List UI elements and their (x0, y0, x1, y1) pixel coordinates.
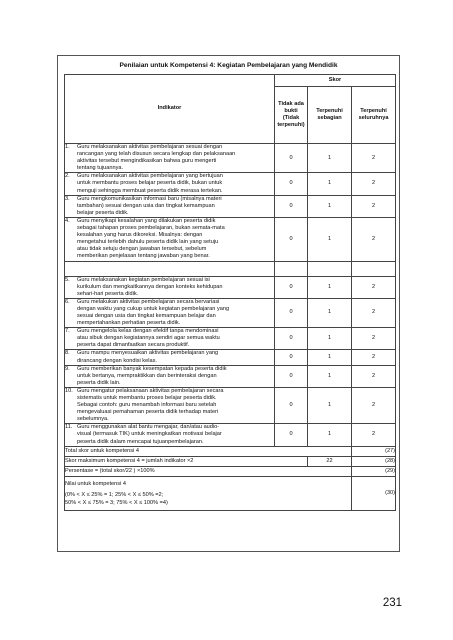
indicator-text-line: belajar peserta didik. (77, 209, 129, 216)
indicator-text-line: peserta didik lain. (77, 379, 121, 386)
score-1-cell: 1 (308, 217, 352, 261)
score-0-cell: 0 (275, 328, 308, 350)
total-score-row (65, 446, 396, 456)
score-2-cell: 2 (352, 173, 396, 195)
indicator-number: 3. (65, 195, 70, 202)
score-0-cell: 0 (275, 424, 308, 446)
max-score-label: Skor maksimum kompetensi 4 = jumlah indikator ×2 (65, 456, 308, 466)
score-option-2-header: Terpenuhi seluruhnya (352, 87, 396, 144)
percentage-ref: (29) (352, 466, 396, 476)
indicator-row (65, 217, 396, 261)
indicator-row (65, 424, 396, 446)
score-1-cell: 1 (308, 144, 352, 173)
indicator-row (65, 144, 396, 173)
indicator-text-line: Guru melaksanakan aktivitas pembelajaran yang bertujuan (77, 173, 223, 180)
indicator-text-line: dengan waktu yang cukup untuk kegiatan pembelajaran yang (77, 305, 230, 312)
indicator-text (77, 277, 274, 298)
indicator-text-line: menguji sehingga membuat peserta didik merasa tertekan. (77, 187, 223, 194)
score-0-cell: 0 (275, 144, 308, 173)
indicator-text-line: Guru menyikapi kesalahan yang dilakukan peserta didik (77, 217, 216, 224)
indicator-cell (65, 387, 275, 423)
indicator-cell (65, 298, 275, 327)
indicator-cell (65, 350, 275, 365)
indicator-rows-group-1 (65, 144, 396, 262)
score-2-cell: 2 (352, 144, 396, 173)
indicator-text (77, 388, 274, 423)
indicator-text (77, 350, 274, 364)
indicator-text-line: Guru melaksanakan kegiatan pembelajaran sesuai isi (77, 276, 210, 283)
score-0-cell: 0 (275, 173, 308, 195)
indicator-number: 1. (65, 144, 70, 150)
indicator-number: 8. (65, 350, 70, 357)
indicator-number: 4. (65, 217, 70, 224)
indicator-number: 2. (65, 173, 70, 180)
percentage-label: Persentase = (total skor/22 ) ×100% (65, 466, 352, 476)
indicator-row (65, 173, 396, 195)
percentage-row (65, 466, 396, 476)
indicator-text-line: rancangan yang telah disusun secara lengkap dan pelaksanaan (77, 151, 236, 158)
score-1-cell: 1 (308, 424, 352, 446)
score-2-cell: 2 (352, 276, 396, 298)
indicator-text-line: sistematis untuk membantu proses belajar peserta didik. (77, 395, 217, 401)
score-header: Skor (275, 75, 396, 87)
indicator-text-line: sehari-hari peserta didik. (77, 290, 139, 297)
indicator-row (65, 350, 396, 365)
indicator-rows-group-2 (65, 276, 396, 446)
score-1-cell: 1 (308, 387, 352, 423)
indicator-text-line: memberikan penjelasan tentang jawaban yang benar. (77, 253, 210, 260)
indicator-text-line: dirancang dengan kondisi kelas. (77, 357, 157, 364)
indicator-cell (65, 195, 275, 217)
indicator-text-line: sebelumnya. (77, 416, 109, 423)
score-1-cell: 1 (308, 350, 352, 365)
score-2-cell: 2 (352, 217, 396, 261)
score-2-cell: 2 (352, 298, 396, 327)
indicator-row (65, 387, 396, 423)
assessment-frame (57, 55, 400, 552)
indicator-text (77, 424, 274, 445)
indicator-cell (65, 424, 275, 446)
total-score-label: Total skor untuk kompetensi 4 (65, 446, 352, 456)
score-1-cell: 1 (308, 365, 352, 387)
indicator-text-line: Guru mampu menyesuaikan aktivitas pembelajaran yang (77, 350, 219, 357)
indicator-text (77, 173, 274, 194)
score-1-cell: 1 (308, 328, 352, 350)
indicator-row (65, 276, 396, 298)
indicator-row (65, 328, 396, 350)
score-0-cell: 0 (275, 365, 308, 387)
indicator-text-line: mengevaluasi pemahaman peserta didik terhadap materi (77, 409, 219, 416)
score-1-cell: 1 (308, 195, 352, 217)
indicator-number: 5. (65, 276, 70, 283)
competency-value-row (65, 476, 396, 510)
indicator-cell (65, 328, 275, 350)
indicator-text-line: Guru melakukan aktivitas pembelajaran secara bervariasi (77, 298, 220, 305)
indicator-cell (65, 144, 275, 173)
indicator-text-line: kesalahan yang harus dikoreksi. Misalnya: dengan (77, 232, 203, 239)
indicator-row (65, 195, 396, 217)
indicator-text (77, 299, 274, 327)
score-2-cell: 2 (352, 195, 396, 217)
score-0-cell: 0 (275, 276, 308, 298)
indicator-number: 11. (65, 424, 73, 431)
indicator-text-line: peserta didik dalam mencapai tujuanpembelajaran. (77, 438, 204, 445)
indicator-text-line: tentang tujuannya. (77, 165, 124, 172)
indicator-text-line: sebagai tahapan proses pembelajaran, bukan semata-mata (77, 225, 225, 232)
competency-value-rule-1: (0% < X ≤ 25% = 1; 25% < X ≤ 50% =2; (65, 491, 164, 498)
indicator-number: 10. (65, 387, 73, 394)
assessment-table (64, 74, 396, 511)
indicator-text (77, 144, 274, 172)
indicator-text-line: peserta dapat dimanfaatkan secara produktif. (77, 342, 190, 349)
indicator-text-line: Guru memberikan banyak kesempatan kepada peserta didik (77, 365, 227, 372)
competency-value-ref: (30) (352, 476, 396, 510)
indicator-text (77, 196, 274, 217)
score-0-cell: 0 (275, 350, 308, 365)
total-score-ref: (27) (352, 446, 396, 456)
indicator-text-line: untuk bertanya, mempraktikkan dan berinteraksi dengan (77, 372, 217, 379)
score-1-cell: 1 (308, 298, 352, 327)
score-2-cell: 2 (352, 387, 396, 423)
score-option-0-header: Tidak ada bukti (Tidak terpenuhi) (275, 87, 308, 144)
spacer-row (65, 261, 396, 276)
indicator-text-line: kurikulum dan mengkaitkannya dengan konteks kehidupan (77, 283, 223, 290)
max-score-ref: (28) (352, 456, 396, 466)
max-score-value: 22 (308, 456, 352, 466)
indicator-text-line: Guru mengelola kelas dengan efektif tanpa mendominasi (77, 328, 219, 335)
score-0-cell: 0 (275, 298, 308, 327)
indicator-text-line: untuk membantu proses belajar peserta didik, bukan untuk (77, 180, 223, 187)
score-2-cell: 2 (352, 424, 396, 446)
score-0-cell: 0 (275, 195, 308, 217)
indicator-text-line: atau sibuk dengan kegiatannya sendiri agar semua waktu (77, 335, 220, 342)
indicator-text-line: Sebagai contoh: guru menambah informasi baru setelah (77, 402, 217, 409)
indicator-number: 7. (65, 328, 70, 335)
score-1-cell: 1 (308, 173, 352, 195)
indicator-text (77, 366, 274, 387)
indicator-text-line: Guru mengatur pelaksanaan aktivitas pembelajaran secara (77, 387, 224, 394)
indicator-text-line: sesuai dengan usia dan tingkat kemampuan belajar dan (77, 312, 216, 319)
indicator-cell (65, 173, 275, 195)
indicator-cell (65, 276, 275, 298)
indicator-text (77, 218, 274, 261)
indicator-text-line: visual (termasuk TIK) untuk meningkatkan motivasi belajar (77, 431, 222, 438)
score-1-cell: 1 (308, 276, 352, 298)
indicator-number: 9. (65, 365, 70, 372)
indicator-text-line: mempertahankan perhatian peserta didik. (77, 320, 181, 327)
indicator-row (65, 298, 396, 327)
competency-value-label: Nilai untuk kompetensi 4 (65, 480, 126, 487)
score-2-cell: 2 (352, 328, 396, 350)
indicator-text-line: atau tidak setuju dengan jawaban tersebut, sebelum (77, 246, 207, 253)
table-title: Penilaian untuk Kompetensi 4: Kegiatan Pembelajaran yang Mendidik (119, 62, 338, 69)
indicator-cell (65, 365, 275, 387)
indicator-text-line: mengetahui terlebih dahulu peserta didik lain yang setuju (77, 239, 219, 246)
score-0-cell: 0 (275, 217, 308, 261)
score-option-1-header: Terpenuhi sebagian (308, 87, 352, 144)
indicator-cell (65, 217, 275, 261)
competency-value-rule-2: 50% < X ≤ 75% = 3; 75% < X ≤ 100% =4) (65, 499, 168, 506)
indicator-text (77, 328, 274, 349)
max-score-row (65, 456, 396, 466)
indicator-text-line: Guru menggunakan alat bantu mengajar, dan/atau audio- (77, 424, 220, 431)
score-2-cell: 2 (352, 365, 396, 387)
indicator-header: Indikator (65, 75, 275, 144)
indicator-text-line: Guru melaksanakan aktivitas pembelajaran sesuai dengan (77, 144, 223, 150)
indicator-row (65, 365, 396, 387)
indicator-number: 6. (65, 298, 70, 305)
score-2-cell: 2 (352, 350, 396, 365)
score-0-cell: 0 (275, 387, 308, 423)
indicator-text-line: aktivitas tersebut mengindikasikan bahwa guru mengerti (77, 158, 217, 165)
indicator-text-line: Guru mengkomunikasikan informasi baru (misalnya materi (77, 195, 222, 202)
competency-value-cell (65, 476, 352, 510)
page-number: 231 (382, 597, 402, 609)
indicator-text-line: tambahan) sesuai dengan usia dan tingkat kemampuan (77, 202, 215, 209)
